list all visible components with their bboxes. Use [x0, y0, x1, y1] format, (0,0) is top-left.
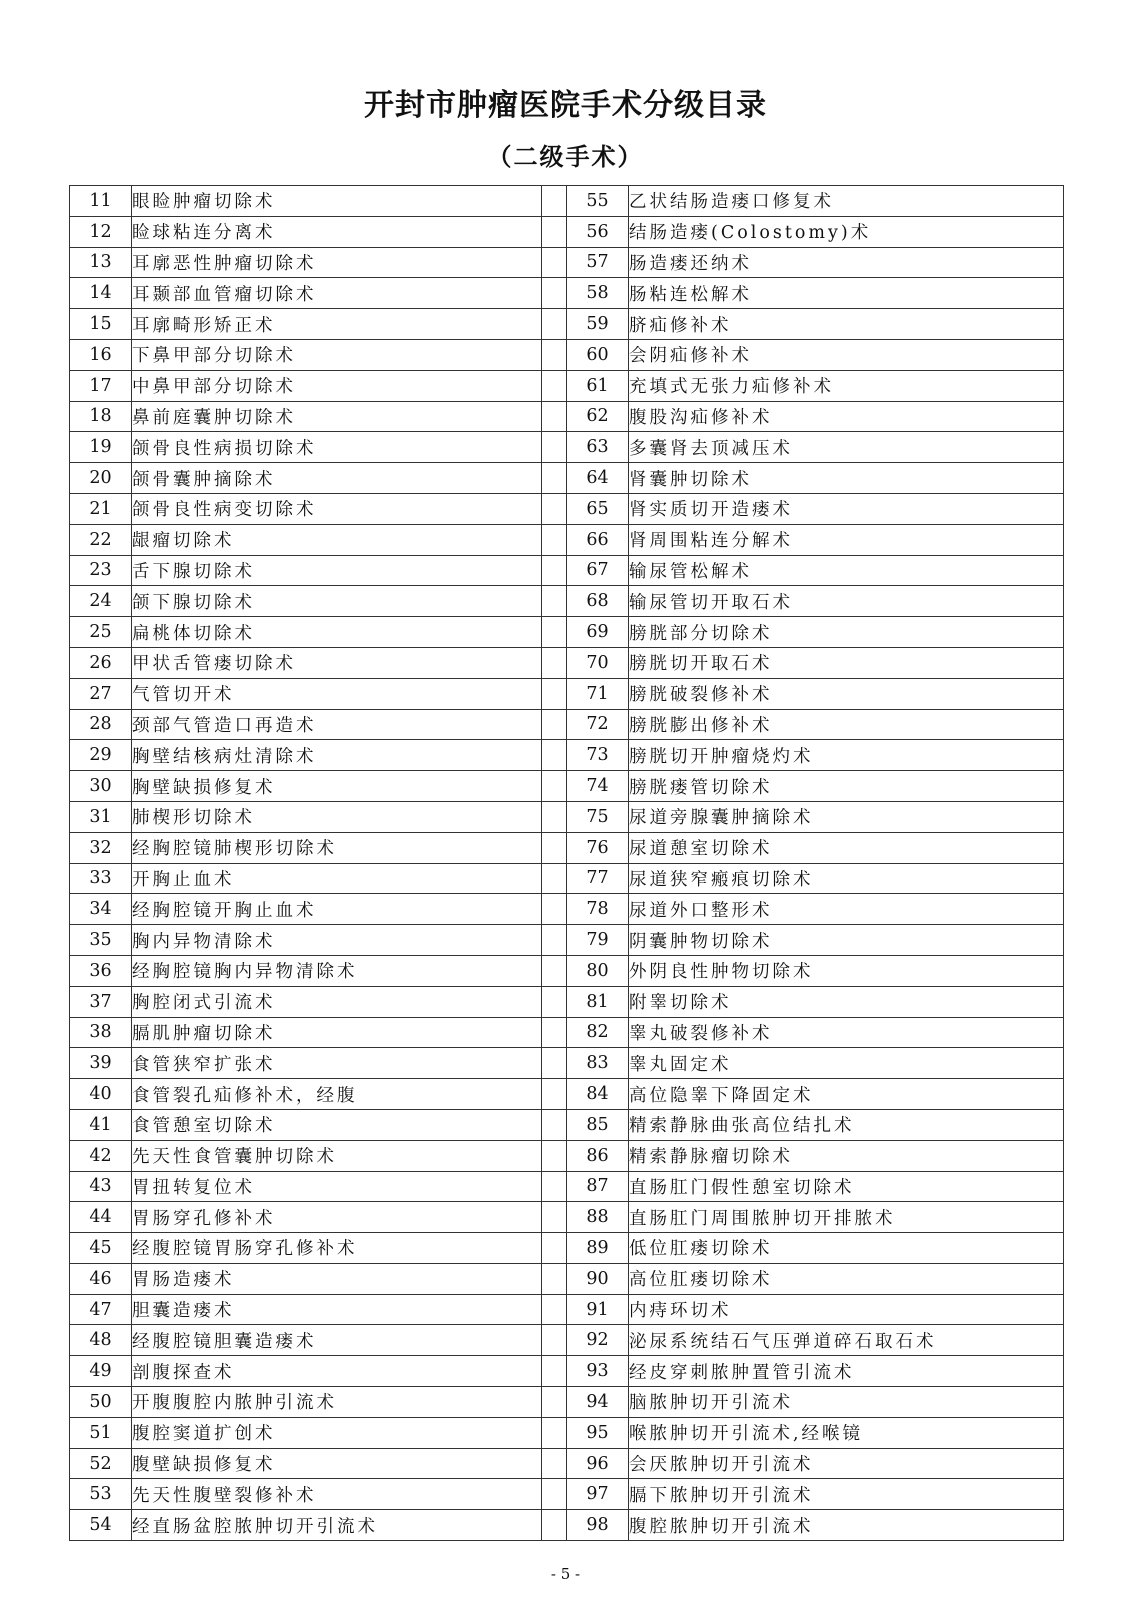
table-row: [70, 216, 1064, 247]
column-gap: [542, 863, 567, 894]
table-row: [70, 1079, 1064, 1110]
right-surgery-name-cell: 尿道憩室切除术: [629, 832, 1064, 863]
table-row: [70, 463, 1064, 494]
right-surgery-name-cell: 附睾切除术: [629, 986, 1064, 1017]
left-number-cell: 51: [70, 1417, 132, 1448]
table-row: [70, 278, 1064, 309]
left-surgery-name-cell: 食管狭窄扩张术: [132, 1048, 542, 1079]
left-surgery-name-cell: 经直肠盆腔脓肿切开引流术: [132, 1510, 542, 1541]
left-surgery-name-cell: 经胸腔镜肺楔形切除术: [132, 832, 542, 863]
left-number-cell: 54: [70, 1510, 132, 1541]
table-row: [70, 339, 1064, 370]
right-number-cell: 85: [567, 1109, 629, 1140]
left-number-cell: 50: [70, 1387, 132, 1418]
column-gap: [542, 1510, 567, 1541]
table-row: [70, 1417, 1064, 1448]
left-number-cell: 16: [70, 339, 132, 370]
column-gap: [542, 986, 567, 1017]
column-gap: [542, 432, 567, 463]
left-number-cell: 31: [70, 801, 132, 832]
left-number-cell: 32: [70, 832, 132, 863]
right-number-cell: 89: [567, 1233, 629, 1264]
table-row: [70, 1171, 1064, 1202]
left-surgery-name-cell: 胆囊造瘘术: [132, 1294, 542, 1325]
right-number-cell: 55: [567, 186, 629, 217]
column-gap: [542, 894, 567, 925]
table-row: [70, 432, 1064, 463]
column-gap: [542, 1233, 567, 1264]
left-number-cell: 12: [70, 216, 132, 247]
table-row: [70, 186, 1064, 217]
left-number-cell: 28: [70, 709, 132, 740]
column-gap: [542, 278, 567, 309]
left-number-cell: 36: [70, 955, 132, 986]
column-gap: [542, 740, 567, 771]
right-surgery-name-cell: 低位肛瘘切除术: [629, 1233, 1064, 1264]
right-number-cell: 69: [567, 617, 629, 648]
left-surgery-name-cell: 经腹腔镜胆囊造瘘术: [132, 1325, 542, 1356]
table-row: [70, 709, 1064, 740]
right-surgery-name-cell: 输尿管切开取石术: [629, 586, 1064, 617]
column-gap: [542, 1263, 567, 1294]
right-number-cell: 76: [567, 832, 629, 863]
left-surgery-name-cell: 颌下腺切除术: [132, 586, 542, 617]
right-surgery-name-cell: 膀胱切开取石术: [629, 647, 1064, 678]
left-number-cell: 43: [70, 1171, 132, 1202]
left-number-cell: 18: [70, 401, 132, 432]
right-number-cell: 75: [567, 801, 629, 832]
left-number-cell: 42: [70, 1140, 132, 1171]
right-surgery-name-cell: 膀胱部分切除术: [629, 617, 1064, 648]
left-number-cell: 46: [70, 1263, 132, 1294]
left-number-cell: 26: [70, 647, 132, 678]
table-row: [70, 678, 1064, 709]
right-surgery-name-cell: 睾丸破裂修补术: [629, 1017, 1064, 1048]
right-surgery-name-cell: 结肠造瘘(Colostomy)术: [629, 216, 1064, 247]
column-gap: [542, 925, 567, 956]
left-surgery-name-cell: 肺楔形切除术: [132, 801, 542, 832]
table-row: [70, 1017, 1064, 1048]
right-number-cell: 58: [567, 278, 629, 309]
right-surgery-name-cell: 精索静脉曲张高位结扎术: [629, 1109, 1064, 1140]
left-surgery-name-cell: 胃肠穿孔修补术: [132, 1202, 542, 1233]
table-row: [70, 986, 1064, 1017]
left-surgery-name-cell: 腹壁缺损修复术: [132, 1448, 542, 1479]
left-surgery-name-cell: 气管切开术: [132, 678, 542, 709]
right-number-cell: 74: [567, 771, 629, 802]
right-number-cell: 68: [567, 586, 629, 617]
table-row: [70, 524, 1064, 555]
left-surgery-name-cell: 先天性腹壁裂修补术: [132, 1479, 542, 1510]
right-surgery-name-cell: 膀胱膨出修补术: [629, 709, 1064, 740]
column-gap: [542, 801, 567, 832]
column-gap: [542, 493, 567, 524]
right-number-cell: 61: [567, 370, 629, 401]
right-number-cell: 65: [567, 493, 629, 524]
table-row: [70, 1202, 1064, 1233]
column-gap: [542, 709, 567, 740]
left-surgery-name-cell: 眼睑肿瘤切除术: [132, 186, 542, 217]
right-surgery-name-cell: 肾实质切开造瘘术: [629, 493, 1064, 524]
right-surgery-name-cell: 高位隐睾下降固定术: [629, 1079, 1064, 1110]
left-number-cell: 20: [70, 463, 132, 494]
surgery-table: [69, 185, 1064, 1541]
column-gap: [542, 1479, 567, 1510]
table-row: [70, 955, 1064, 986]
right-number-cell: 59: [567, 309, 629, 340]
left-number-cell: 41: [70, 1109, 132, 1140]
page-number: - 5 -: [550, 1565, 581, 1583]
right-number-cell: 66: [567, 524, 629, 555]
table-row: [70, 740, 1064, 771]
right-surgery-name-cell: 腹股沟疝修补术: [629, 401, 1064, 432]
column-gap: [542, 1171, 567, 1202]
right-surgery-name-cell: 尿道旁腺囊肿摘除术: [629, 801, 1064, 832]
right-surgery-name-cell: 尿道外口整形术: [629, 894, 1064, 925]
table-row: [70, 925, 1064, 956]
column-gap: [542, 955, 567, 986]
right-number-cell: 82: [567, 1017, 629, 1048]
column-gap: [542, 1109, 567, 1140]
right-surgery-name-cell: 喉脓肿切开引流术,经喉镜: [629, 1417, 1064, 1448]
right-surgery-name-cell: 阴囊肿物切除术: [629, 925, 1064, 956]
column-gap: [542, 524, 567, 555]
column-gap: [542, 555, 567, 586]
column-gap: [542, 1048, 567, 1079]
right-number-cell: 62: [567, 401, 629, 432]
right-surgery-name-cell: 经皮穿刺脓肿置管引流术: [629, 1356, 1064, 1387]
left-surgery-name-cell: 颌骨良性病变切除术: [132, 493, 542, 524]
right-surgery-name-cell: 乙状结肠造瘘口修复术: [629, 186, 1064, 217]
left-surgery-name-cell: 鼻前庭囊肿切除术: [132, 401, 542, 432]
left-number-cell: 40: [70, 1079, 132, 1110]
column-gap: [542, 1140, 567, 1171]
left-surgery-name-cell: 开胸止血术: [132, 863, 542, 894]
table-row: [70, 493, 1064, 524]
right-number-cell: 73: [567, 740, 629, 771]
left-number-cell: 48: [70, 1325, 132, 1356]
right-number-cell: 84: [567, 1079, 629, 1110]
left-surgery-name-cell: 胃扭转复位术: [132, 1171, 542, 1202]
table-row: [70, 247, 1064, 278]
right-number-cell: 70: [567, 647, 629, 678]
left-surgery-name-cell: 胸壁结核病灶清除术: [132, 740, 542, 771]
left-surgery-name-cell: 腹腔窦道扩创术: [132, 1417, 542, 1448]
table-row: [70, 1294, 1064, 1325]
left-surgery-name-cell: 食管憩室切除术: [132, 1109, 542, 1140]
table-row: [70, 863, 1064, 894]
left-number-cell: 21: [70, 493, 132, 524]
left-number-cell: 49: [70, 1356, 132, 1387]
left-surgery-name-cell: 剖腹探查术: [132, 1356, 542, 1387]
table-row: [70, 617, 1064, 648]
table-row: [70, 555, 1064, 586]
column-gap: [542, 771, 567, 802]
right-surgery-name-cell: 内痔环切术: [629, 1294, 1064, 1325]
left-number-cell: 33: [70, 863, 132, 894]
right-number-cell: 86: [567, 1140, 629, 1171]
page-title: 开封市肿瘤医院手术分级目录: [364, 88, 767, 123]
right-surgery-name-cell: 外阴良性肿物切除术: [629, 955, 1064, 986]
surgery-table-body: [70, 186, 1064, 1541]
table-row: [70, 309, 1064, 340]
right-number-cell: 90: [567, 1263, 629, 1294]
table-row: [70, 401, 1064, 432]
right-number-cell: 79: [567, 925, 629, 956]
right-surgery-name-cell: 膀胱切开肿瘤烧灼术: [629, 740, 1064, 771]
table-row: [70, 647, 1064, 678]
left-surgery-name-cell: 耳廓畸形矫正术: [132, 309, 542, 340]
left-surgery-name-cell: 龈瘤切除术: [132, 524, 542, 555]
right-number-cell: 60: [567, 339, 629, 370]
right-number-cell: 96: [567, 1448, 629, 1479]
right-surgery-name-cell: 肠造瘘还纳术: [629, 247, 1064, 278]
left-number-cell: 47: [70, 1294, 132, 1325]
table-row: [70, 1387, 1064, 1418]
left-surgery-name-cell: 经腹腔镜胃肠穿孔修补术: [132, 1233, 542, 1264]
right-surgery-name-cell: 膀胱瘘管切除术: [629, 771, 1064, 802]
right-number-cell: 63: [567, 432, 629, 463]
left-number-cell: 11: [70, 186, 132, 217]
column-gap: [542, 1387, 567, 1418]
right-surgery-name-cell: 直肠肛门周围脓肿切开排脓术: [629, 1202, 1064, 1233]
table-row: [70, 370, 1064, 401]
left-number-cell: 24: [70, 586, 132, 617]
right-number-cell: 72: [567, 709, 629, 740]
table-row: [70, 1356, 1064, 1387]
left-number-cell: 14: [70, 278, 132, 309]
page-subtitle: （二级手术）: [487, 142, 644, 171]
column-gap: [542, 586, 567, 617]
column-gap: [542, 1017, 567, 1048]
left-number-cell: 38: [70, 1017, 132, 1048]
left-surgery-name-cell: 耳颞部血管瘤切除术: [132, 278, 542, 309]
right-number-cell: 71: [567, 678, 629, 709]
column-gap: [542, 1325, 567, 1356]
left-number-cell: 53: [70, 1479, 132, 1510]
column-gap: [542, 216, 567, 247]
table-row: [70, 1109, 1064, 1140]
right-number-cell: 64: [567, 463, 629, 494]
column-gap: [542, 1448, 567, 1479]
right-surgery-name-cell: 充填式无张力疝修补术: [629, 370, 1064, 401]
table-row: [70, 1479, 1064, 1510]
right-number-cell: 56: [567, 216, 629, 247]
right-surgery-name-cell: 腹腔脓肿切开引流术: [629, 1510, 1064, 1541]
left-surgery-name-cell: 开腹腹腔内脓肿引流术: [132, 1387, 542, 1418]
column-gap: [542, 678, 567, 709]
right-surgery-name-cell: 泌尿系统结石气压弹道碎石取石术: [629, 1325, 1064, 1356]
column-gap: [542, 1417, 567, 1448]
column-gap: [542, 1202, 567, 1233]
column-gap: [542, 247, 567, 278]
column-gap: [542, 647, 567, 678]
table-row: [70, 586, 1064, 617]
left-number-cell: 44: [70, 1202, 132, 1233]
right-surgery-name-cell: 多囊肾去顶减压术: [629, 432, 1064, 463]
right-number-cell: 87: [567, 1171, 629, 1202]
column-gap: [542, 339, 567, 370]
table-row: [70, 1325, 1064, 1356]
left-surgery-name-cell: 颌骨囊肿摘除术: [132, 463, 542, 494]
left-number-cell: 15: [70, 309, 132, 340]
left-number-cell: 29: [70, 740, 132, 771]
table-row: [70, 1448, 1064, 1479]
right-surgery-name-cell: 输尿管松解术: [629, 555, 1064, 586]
left-surgery-name-cell: 胸壁缺损修复术: [132, 771, 542, 802]
left-surgery-name-cell: 扁桃体切除术: [132, 617, 542, 648]
right-surgery-name-cell: 膀胱破裂修补术: [629, 678, 1064, 709]
right-number-cell: 80: [567, 955, 629, 986]
left-number-cell: 13: [70, 247, 132, 278]
left-surgery-name-cell: 耳廓恶性肿瘤切除术: [132, 247, 542, 278]
left-number-cell: 45: [70, 1233, 132, 1264]
left-number-cell: 27: [70, 678, 132, 709]
table-row: [70, 801, 1064, 832]
right-surgery-name-cell: 直肠肛门假性憩室切除术: [629, 1171, 1064, 1202]
left-number-cell: 37: [70, 986, 132, 1017]
left-surgery-name-cell: 颌骨良性病损切除术: [132, 432, 542, 463]
left-surgery-name-cell: 胃肠造瘘术: [132, 1263, 542, 1294]
table-row: [70, 1233, 1064, 1264]
left-number-cell: 35: [70, 925, 132, 956]
right-number-cell: 78: [567, 894, 629, 925]
right-number-cell: 94: [567, 1387, 629, 1418]
column-gap: [542, 370, 567, 401]
column-gap: [542, 617, 567, 648]
right-number-cell: 97: [567, 1479, 629, 1510]
column-gap: [542, 309, 567, 340]
left-number-cell: 30: [70, 771, 132, 802]
column-gap: [542, 186, 567, 217]
left-surgery-name-cell: 食管裂孔疝修补术，经腹: [132, 1079, 542, 1110]
right-number-cell: 93: [567, 1356, 629, 1387]
right-surgery-name-cell: 肠粘连松解术: [629, 278, 1064, 309]
right-number-cell: 83: [567, 1048, 629, 1079]
right-surgery-name-cell: 脑脓肿切开引流术: [629, 1387, 1064, 1418]
left-number-cell: 52: [70, 1448, 132, 1479]
table-row: [70, 1048, 1064, 1079]
right-surgery-name-cell: 会厌脓肿切开引流术: [629, 1448, 1064, 1479]
left-number-cell: 17: [70, 370, 132, 401]
table-row: [70, 1140, 1064, 1171]
column-gap: [542, 1294, 567, 1325]
left-surgery-name-cell: 下鼻甲部分切除术: [132, 339, 542, 370]
left-number-cell: 39: [70, 1048, 132, 1079]
left-number-cell: 25: [70, 617, 132, 648]
column-gap: [542, 1079, 567, 1110]
column-gap: [542, 832, 567, 863]
left-surgery-name-cell: 中鼻甲部分切除术: [132, 370, 542, 401]
left-surgery-name-cell: 经胸腔镜开胸止血术: [132, 894, 542, 925]
right-number-cell: 57: [567, 247, 629, 278]
left-number-cell: 34: [70, 894, 132, 925]
column-gap: [542, 1356, 567, 1387]
right-number-cell: 67: [567, 555, 629, 586]
left-surgery-name-cell: 胸内异物清除术: [132, 925, 542, 956]
left-surgery-name-cell: 睑球粘连分离术: [132, 216, 542, 247]
table-row: [70, 1510, 1064, 1541]
right-surgery-name-cell: 肾周围粘连分解术: [629, 524, 1064, 555]
left-surgery-name-cell: 膈肌肿瘤切除术: [132, 1017, 542, 1048]
left-number-cell: 22: [70, 524, 132, 555]
left-number-cell: 23: [70, 555, 132, 586]
right-number-cell: 77: [567, 863, 629, 894]
right-surgery-name-cell: 会阴疝修补术: [629, 339, 1064, 370]
table-row: [70, 832, 1064, 863]
right-number-cell: 88: [567, 1202, 629, 1233]
left-surgery-name-cell: 经胸腔镜胸内异物清除术: [132, 955, 542, 986]
left-surgery-name-cell: 先天性食管囊肿切除术: [132, 1140, 542, 1171]
right-surgery-name-cell: 肾囊肿切除术: [629, 463, 1064, 494]
left-surgery-name-cell: 甲状舌管瘘切除术: [132, 647, 542, 678]
right-surgery-name-cell: 睾丸固定术: [629, 1048, 1064, 1079]
left-surgery-name-cell: 舌下腺切除术: [132, 555, 542, 586]
right-number-cell: 81: [567, 986, 629, 1017]
left-number-cell: 19: [70, 432, 132, 463]
right-number-cell: 91: [567, 1294, 629, 1325]
table-row: [70, 1263, 1064, 1294]
left-surgery-name-cell: 胸腔闭式引流术: [132, 986, 542, 1017]
left-surgery-name-cell: 颈部气管造口再造术: [132, 709, 542, 740]
right-surgery-name-cell: 脐疝修补术: [629, 309, 1064, 340]
right-number-cell: 92: [567, 1325, 629, 1356]
column-gap: [542, 463, 567, 494]
right-number-cell: 98: [567, 1510, 629, 1541]
right-number-cell: 95: [567, 1417, 629, 1448]
right-surgery-name-cell: 精索静脉瘤切除术: [629, 1140, 1064, 1171]
right-surgery-name-cell: 高位肛瘘切除术: [629, 1263, 1064, 1294]
right-surgery-name-cell: 膈下脓肿切开引流术: [629, 1479, 1064, 1510]
table-row: [70, 894, 1064, 925]
column-gap: [542, 401, 567, 432]
table-row: [70, 771, 1064, 802]
right-surgery-name-cell: 尿道狭窄瘢痕切除术: [629, 863, 1064, 894]
